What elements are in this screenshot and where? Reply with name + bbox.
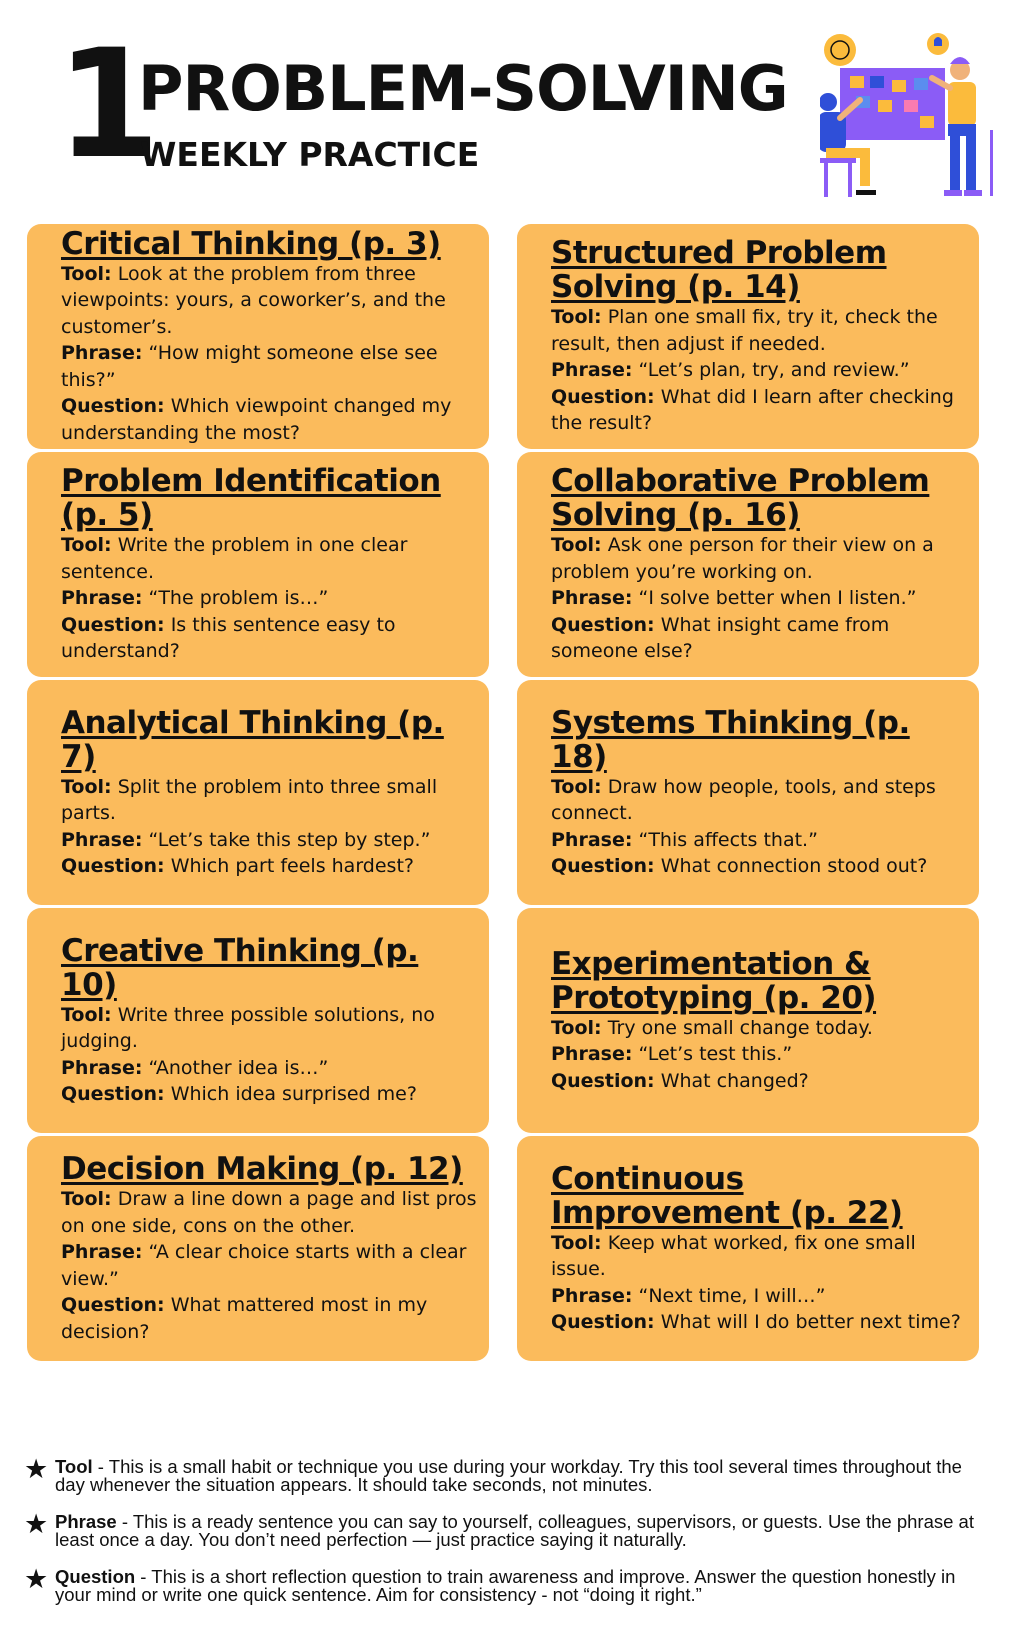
- card-question: [551, 612, 971, 665]
- question-text: Which viewpoint changed my understanding the most?: [61, 395, 452, 444]
- question-text: Which idea surprised me?: [170, 1083, 417, 1105]
- question-text: Which part feels hardest?: [170, 855, 414, 877]
- phrase-text: “Next time, I will…”: [638, 1284, 826, 1307]
- card-tool: [551, 304, 971, 357]
- card-structured-problem-solving: [517, 224, 979, 449]
- tool-label: Tool:: [551, 1231, 602, 1254]
- tool-label: Tool:: [61, 534, 112, 557]
- card-phrase: [61, 1239, 481, 1292]
- card-tool: [61, 1186, 481, 1239]
- question-text: What connection stood out?: [660, 855, 928, 877]
- question-label: Question:: [61, 613, 165, 636]
- card-analytical-thinking: [27, 680, 489, 905]
- card-phrase: [551, 585, 971, 612]
- card-question: [61, 1292, 481, 1345]
- phrase-label: Phrase:: [551, 359, 633, 382]
- star-icon: ★: [24, 1564, 49, 1595]
- card-question: [551, 1068, 971, 1095]
- card-title: Decision Making (p. 12): [61, 1151, 463, 1187]
- tool-text: Write the problem in one clear sentence.: [61, 534, 408, 583]
- card-tool: [61, 532, 481, 585]
- phrase-text: “How might someone else see this?”: [61, 342, 438, 391]
- phrase-label: Phrase:: [551, 1043, 633, 1066]
- card-creative-thinking: [27, 908, 489, 1133]
- card-decision-making: [27, 1136, 489, 1361]
- card-tool: [551, 1015, 971, 1042]
- card-title: Continuous Improvement (p. 22): [551, 1160, 903, 1231]
- phrase-label: Phrase:: [551, 587, 633, 610]
- phrase-text: “Another idea is…”: [148, 1056, 329, 1079]
- card-question: [551, 1309, 971, 1336]
- phrase-label: Phrase:: [551, 1284, 633, 1307]
- phrase-label: Phrase:: [551, 828, 633, 851]
- card-phrase: [551, 357, 971, 384]
- card-tool: [61, 1002, 481, 1055]
- question-text: What mattered most in my decision?: [61, 1294, 428, 1343]
- tool-label: Tool:: [61, 775, 112, 798]
- tool-label: Tool:: [551, 534, 602, 557]
- phrase-text: “This affects that.”: [638, 828, 818, 851]
- card-question: [61, 393, 481, 446]
- card-tool: [61, 774, 481, 827]
- card-question: [551, 384, 971, 437]
- question-text: What will I do better next time?: [660, 1311, 961, 1333]
- question-label: Question:: [61, 395, 165, 418]
- card-question: [61, 853, 481, 880]
- phrase-text: “I solve better when I listen.”: [638, 587, 917, 610]
- card-phrase: [551, 1283, 971, 1310]
- question-text: What did I learn after checking the result?: [551, 385, 954, 435]
- card-phrase: [61, 585, 481, 612]
- card-title: Collaborative Problem Solving (p. 16): [551, 463, 930, 534]
- tool-label: Tool:: [551, 775, 602, 798]
- card-collaborative-problem-solving: [517, 452, 979, 677]
- question-text: What insight came from someone else?: [551, 613, 890, 663]
- tool-text: Draw how people, tools, and steps connect.: [551, 775, 936, 824]
- card-systems-thinking: [517, 680, 979, 905]
- question-label: Question:: [551, 613, 655, 636]
- tool-text: Look at the problem from three viewpoints: yours, a coworker’s, and the customer’s.: [61, 262, 446, 338]
- question-label: Question:: [551, 855, 655, 877]
- tool-text: Keep what worked, fix one small issue.: [551, 1231, 916, 1280]
- card-phrase: [61, 827, 481, 854]
- phrase-text: “Let’s test this.”: [638, 1043, 793, 1066]
- card-phrase: [61, 1055, 481, 1082]
- tool-text: Split the problem into three small parts.: [61, 775, 438, 824]
- legend-term: Tool: [55, 1456, 93, 1477]
- card-title: Structured Problem Solving (p. 14): [551, 235, 887, 306]
- legend-text: - This is a short reflection question to train awareness and improve. Answer the question honestly in your mind or write one quick sentence. Aim for consistency - not “doing it right.”: [55, 1566, 956, 1605]
- card-tool: [551, 1230, 971, 1283]
- tool-label: Tool:: [61, 262, 112, 285]
- phrase-label: Phrase:: [61, 1241, 143, 1263]
- question-label: Question:: [61, 1294, 165, 1316]
- tool-label: Tool:: [61, 1003, 112, 1026]
- legend-term: Phrase: [55, 1511, 117, 1532]
- legend-phrase: [24, 1509, 984, 1550]
- tool-text: Plan one small fix, try it, check the result, then adjust if needed.: [551, 306, 938, 355]
- question-text: Is this sentence easy to understand?: [61, 613, 396, 663]
- card-question: [551, 853, 971, 880]
- card-phrase: [61, 340, 481, 393]
- star-icon: ★: [24, 1454, 49, 1485]
- phrase-label: Phrase:: [61, 828, 143, 851]
- question-label: Question:: [551, 1069, 655, 1092]
- card-question: [61, 612, 481, 665]
- question-label: Question:: [61, 1083, 165, 1105]
- phrase-label: Phrase:: [61, 1056, 143, 1079]
- card-phrase: [551, 827, 971, 854]
- tool-text: Write three possible solutions, no judging.: [61, 1003, 435, 1052]
- tool-text: Try one small change today.: [607, 1016, 873, 1039]
- tool-label: Tool:: [551, 306, 602, 329]
- card-experimentation-prototyping: [517, 908, 979, 1133]
- page-subtitle: WEEKLY PRACTICE: [140, 135, 480, 174]
- card-critical-thinking: [27, 224, 489, 449]
- phrase-text: “Let’s plan, try, and review.”: [638, 359, 910, 382]
- legend-tool: [24, 1454, 984, 1495]
- card-problem-identification: [27, 452, 489, 677]
- card-title: Problem Identification (p. 5): [61, 463, 441, 534]
- phrase-label: Phrase:: [61, 342, 143, 365]
- tool-label: Tool:: [61, 1188, 112, 1210]
- legend-text: - This is a ready sentence you can say to yourself, colleagues, supervisors, or guests. Use the phrase at least once a day. You don’t need perfection — just practice saying it naturally.: [55, 1511, 974, 1550]
- legend-text: - This is a small habit or technique you use during your workday. Try this tool several times throughout the day whenever the situation appears. It should take seconds, not minutes.: [55, 1456, 962, 1495]
- card-phrase: [551, 1041, 971, 1068]
- phrase-text: “The problem is…”: [148, 587, 329, 610]
- card-tool: [551, 774, 971, 827]
- tool-label: Tool:: [551, 1016, 602, 1039]
- question-label: Question:: [551, 1311, 655, 1333]
- question-text: What changed?: [660, 1069, 809, 1092]
- people-at-idea-board-illustration: [820, 30, 1010, 200]
- card-title: Systems Thinking (p. 18): [551, 704, 910, 775]
- card-continuous-improvement: [517, 1136, 979, 1361]
- section-number: 1: [56, 18, 157, 192]
- star-icon: ★: [24, 1509, 49, 1540]
- card-title: Analytical Thinking (p. 7): [61, 704, 444, 775]
- legend-term: Question: [55, 1566, 136, 1587]
- tool-text: Draw a line down a page and list pros on one side, cons on the other.: [61, 1188, 477, 1237]
- card-title: Experimentation & Prototyping (p. 20): [551, 945, 877, 1016]
- question-label: Question:: [551, 385, 655, 408]
- card-title: Creative Thinking (p. 10): [61, 932, 419, 1003]
- question-label: Question:: [61, 855, 165, 877]
- card-tool: [551, 532, 971, 585]
- phrase-label: Phrase:: [61, 587, 143, 610]
- card-title: Critical Thinking (p. 3): [61, 225, 441, 262]
- phrase-text: “A clear choice starts with a clear view.”: [61, 1241, 467, 1290]
- card-tool: [61, 261, 481, 341]
- tool-text: Ask one person for their view on a problem you’re working on.: [551, 534, 934, 583]
- page-title: PROBLEM-SOLVING: [138, 52, 788, 125]
- legend-question: [24, 1564, 984, 1605]
- card-question: [61, 1081, 481, 1108]
- phrase-text: “Let’s take this step by step.”: [148, 828, 431, 851]
